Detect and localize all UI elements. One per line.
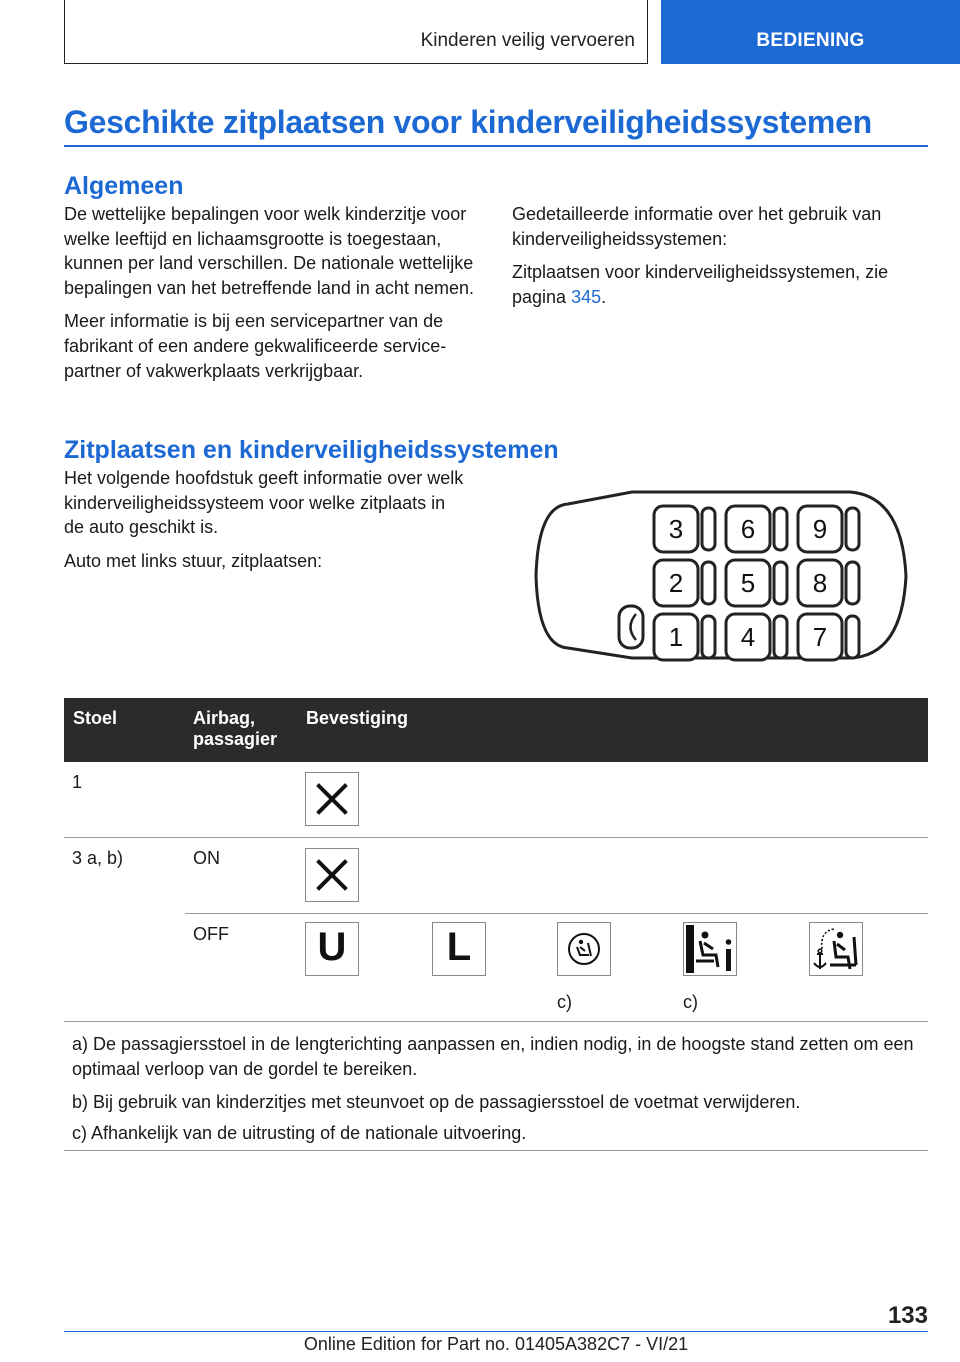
footer-edition: Online Edition for Part no. 01405A382C7 - VI/21 (303, 1334, 689, 1354)
seat-number: 2 (668, 568, 684, 598)
seat-number: 6 (740, 514, 756, 544)
isofix-seat-icon (557, 922, 611, 976)
zitplaatsen-text (64, 466, 464, 573)
row3-airbag: OFF (193, 924, 229, 944)
seat-6 (726, 506, 787, 552)
row2-cross-box (305, 848, 359, 902)
seat-number: 5 (740, 568, 756, 598)
row2-stoel: 3 a, b) (72, 848, 124, 868)
seat-number: 7 (812, 622, 828, 652)
table-note-b: b) Bij gebruik van kinderzitjes met steunvoet op de passagiersstoel de voetmat verwijderen. (72, 1092, 801, 1112)
seat-number: 3 (668, 514, 684, 544)
row1-cross-box (305, 772, 359, 826)
isize-seat-icon (683, 922, 737, 976)
zitplaatsen-paragraph-2: Auto met links stuur, zitplaatsen: (64, 550, 323, 571)
algemeen-paragraph-1: De wettelijke bepalingen voor welk kinderzitje voor welke leeftijd en lichaamsgrootte is toegestaan, kunnen per land verschillen. De nationale wettelijke bepalingen van het betreffende land in acht nemen. (64, 204, 474, 298)
seat-2 (654, 560, 715, 606)
seat-8 (798, 560, 859, 606)
seat-number: 1 (668, 622, 684, 652)
cross-icon (306, 849, 358, 901)
seat-3 (654, 506, 715, 552)
th-bevestiging: Bevestiging (306, 708, 409, 728)
row-divider (185, 913, 928, 914)
row3-note-c-isofix: c) (557, 992, 572, 1012)
table-note-a: a) De passagiersstoel in de lengterichting aanpassen en, indien nodig, in de hoogste stand zetten om een optimaal verloop van de gordel te bereiken. (72, 1034, 914, 1079)
car-seat-diagram (532, 486, 912, 666)
page-link-345[interactable]: 345 (571, 286, 602, 307)
th-airbag: Airbag, passagier (193, 708, 278, 749)
seat-number: 4 (740, 622, 756, 652)
th-stoel: Stoel (73, 708, 118, 728)
universal-u-icon: U (305, 922, 359, 976)
anchor-seat-icon (809, 922, 863, 976)
algemeen-right-column (512, 202, 932, 309)
table-note-c: c) Afhankelijk van de uitrusting of de nationale uitvoering. (72, 1123, 527, 1143)
seat-number: 8 (812, 568, 828, 598)
seat-1 (654, 614, 715, 660)
seat-9 (798, 506, 859, 552)
heading-algemeen: Algemeen (64, 172, 184, 200)
table-bottom-rule (64, 1150, 928, 1151)
page-title: Geschikte zitplaatsen voor kinderveiligheidssystemen (64, 104, 872, 140)
cross-icon (306, 773, 358, 825)
row2-airbag: ON (193, 848, 220, 868)
title-divider (64, 145, 928, 147)
footer-divider (64, 1331, 928, 1332)
row-divider (64, 837, 928, 838)
algemeen-left-column (64, 202, 484, 383)
page-number: 133 (887, 1302, 928, 1329)
seat-number: 9 (812, 514, 828, 544)
algemeen-paragraph-2: Meer informatie is bij een servicepartner van de fabrikant of een andere gekwalificeerde servicepartner of vakwerkplaats verkrijgbaar. (64, 311, 447, 381)
header-section-box (64, 0, 648, 64)
seat-grid (654, 506, 859, 660)
seat-7 (798, 614, 859, 660)
zitplaatsen-paragraph-1: Het volgende hoofdstuk geeft informatie over welk kinderveiligheidssysteem voor welke zitplaats in de auto geschikt is. (64, 468, 464, 538)
header-section-label: Kinderen veilig vervoeren (420, 30, 635, 51)
row-divider (64, 1021, 928, 1022)
row1-stoel: 1 (72, 772, 83, 792)
seat-5 (726, 560, 787, 606)
algemeen-paragraph-4: Zitplaatsen voor kinderveiligheidssystemen, zie pagina 345. (512, 262, 889, 307)
semi-universal-l-icon: L (432, 922, 486, 976)
algemeen-paragraph-3: Gedetailleerde informatie over het gebruik van kinderveiligheidssystemen: (512, 204, 882, 249)
header-chapter-label: BEDIENING (756, 30, 865, 51)
header-chapter-tab[interactable] (661, 0, 960, 64)
heading-zitplaatsen: Zitplaatsen en kinderveiligheidssystemen (64, 436, 559, 464)
steering-wheel-icon (619, 606, 643, 648)
seat-4 (726, 614, 787, 660)
table-header (64, 698, 928, 762)
row3-note-c-isize: c) (683, 992, 698, 1012)
